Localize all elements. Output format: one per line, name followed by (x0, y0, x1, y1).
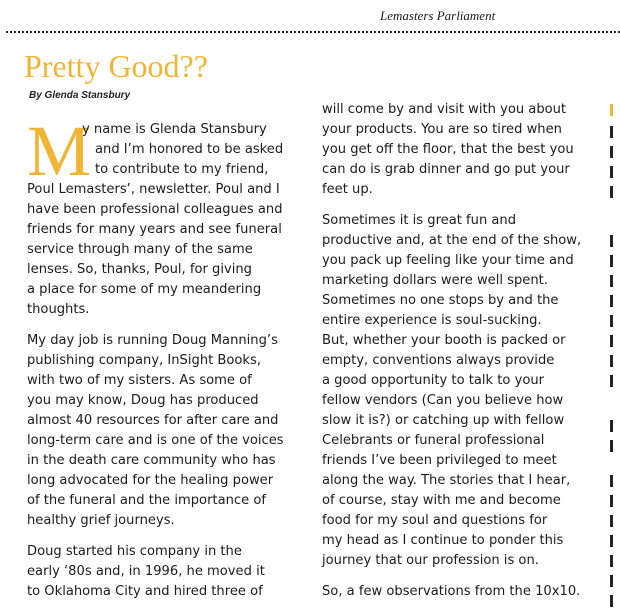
text-line: Doug started his company in the (27, 544, 242, 559)
text-line: can do is grab dinner and go put your (322, 162, 570, 177)
text-line: my head as I continue to ponder this (322, 533, 564, 548)
text-line: healthy grief journeys. (27, 513, 175, 528)
clipped-text-fragment (610, 535, 613, 547)
text-line: marketing dollars were well spent. (322, 273, 548, 288)
clipped-text-fragment (610, 275, 613, 287)
clipped-text-fragment (610, 515, 613, 527)
text-line: your products. You are so tired when (322, 122, 562, 137)
text-line: entire experience is soul-sucking. (322, 313, 542, 328)
clipped-text-fragment (610, 420, 613, 432)
clipped-text-fragment (610, 295, 613, 307)
text-line: will come by and visit with you about (322, 102, 567, 117)
clipped-text-fragment (610, 495, 613, 507)
text-line: in the death care community who has (27, 453, 276, 468)
clipped-text-fragment (610, 575, 613, 587)
text-line: and I’m honored to be asked (95, 142, 284, 157)
paragraph-conventions (322, 211, 592, 571)
paragraph-intro (27, 111, 292, 320)
text-line: thoughts. (27, 302, 90, 317)
clipped-text-fragment (610, 595, 613, 607)
clipped-text-fragment (610, 126, 613, 138)
clipped-text-fragment (610, 146, 613, 158)
text-line: productive and, at the end of the show, (322, 233, 582, 248)
text-line: But, whether your booth is packed or (322, 333, 566, 348)
text-line: to Oklahoma City and hired three of (27, 584, 263, 599)
article-title: Pretty Good?? (24, 48, 208, 84)
running-header: Lemasters Parliament (380, 8, 496, 23)
text-line: you pack up feeling like your time and (322, 253, 574, 268)
paragraph-company-history (27, 542, 292, 602)
text-line: friends I’ve been privileged to meet (322, 453, 557, 468)
clipped-text-fragment (610, 104, 613, 116)
text-line: So, a few observations from the 10x10. (322, 584, 581, 599)
clipped-text-fragment (610, 235, 613, 247)
text-line: Sometimes it is great fun and (322, 213, 517, 228)
text-line: fellow vendors (Can you believe how (322, 393, 564, 408)
drop-cap: M (27, 111, 92, 191)
clipped-text-fragment (610, 555, 613, 567)
text-line: feet up. (322, 182, 373, 197)
header-divider (6, 31, 620, 33)
text-line: publishing company, InSight Books, (27, 353, 261, 368)
text-line: a good opportunity to talk to your (322, 373, 545, 388)
text-line: to contribute to my friend, (95, 162, 269, 177)
text-line: Poul Lemasters’, newsletter. Poul and I (27, 182, 280, 197)
clipped-text-fragment (610, 475, 613, 487)
text-line: Sometimes no one stops by and the (322, 293, 559, 308)
clipped-text-fragment (610, 255, 613, 267)
text-line: Celebrants or funeral professional (322, 433, 545, 448)
text-line: food for my soul and questions for (322, 513, 548, 528)
paragraph-observations (322, 582, 592, 602)
article-column-1 (27, 111, 292, 602)
text-line: you get off the floor, that the best you (322, 142, 574, 157)
text-line: journey that our profession is on. (322, 553, 539, 568)
paragraph-day-job (27, 331, 292, 531)
text-line: you may know, Doug has produced (27, 393, 259, 408)
text-line: empty, conventions always provide (322, 353, 555, 368)
article-column-2 (322, 100, 592, 602)
text-line: friends for many years and see funeral (27, 222, 282, 237)
clipped-text-fragment (610, 186, 613, 198)
text-line: y name is Glenda Stansbury (82, 122, 267, 137)
text-line: a place for some of my meandering (27, 282, 262, 297)
text-line: almost 40 resources for after care and (27, 413, 279, 428)
text-line: of the funeral and the importance of (27, 493, 266, 508)
text-line: long advocated for the healing power (27, 473, 274, 488)
paragraph-visit (322, 100, 592, 200)
text-line: have been professional colleagues and (27, 202, 283, 217)
clipped-text-fragment (610, 440, 613, 452)
text-line: lenses. So, thanks, Poul, for giving (27, 262, 252, 277)
text-line: long-term care and is one of the voices (27, 433, 284, 448)
clipped-text-fragment (610, 166, 613, 178)
clipped-text-fragment (610, 355, 613, 367)
article-column-3-clipped (610, 100, 620, 612)
clipped-text-fragment (610, 335, 613, 347)
text-line: service through many of the same (27, 242, 253, 257)
article-byline: By Glenda Stansbury (29, 90, 131, 101)
text-line: early ‘80s and, in 1996, he moved it (27, 564, 265, 579)
text-line: My day job is running Doug Manning’s (27, 333, 278, 348)
text-line: along the way. The stories that I hear, (322, 473, 571, 488)
text-line: of course, stay with me and become (322, 493, 561, 508)
text-line: slow it is?) or catching up with fellow (322, 413, 565, 428)
clipped-text-fragment (610, 315, 613, 327)
clipped-text-fragment (610, 375, 613, 387)
text-line: with two of my sisters. As some of (27, 373, 252, 388)
